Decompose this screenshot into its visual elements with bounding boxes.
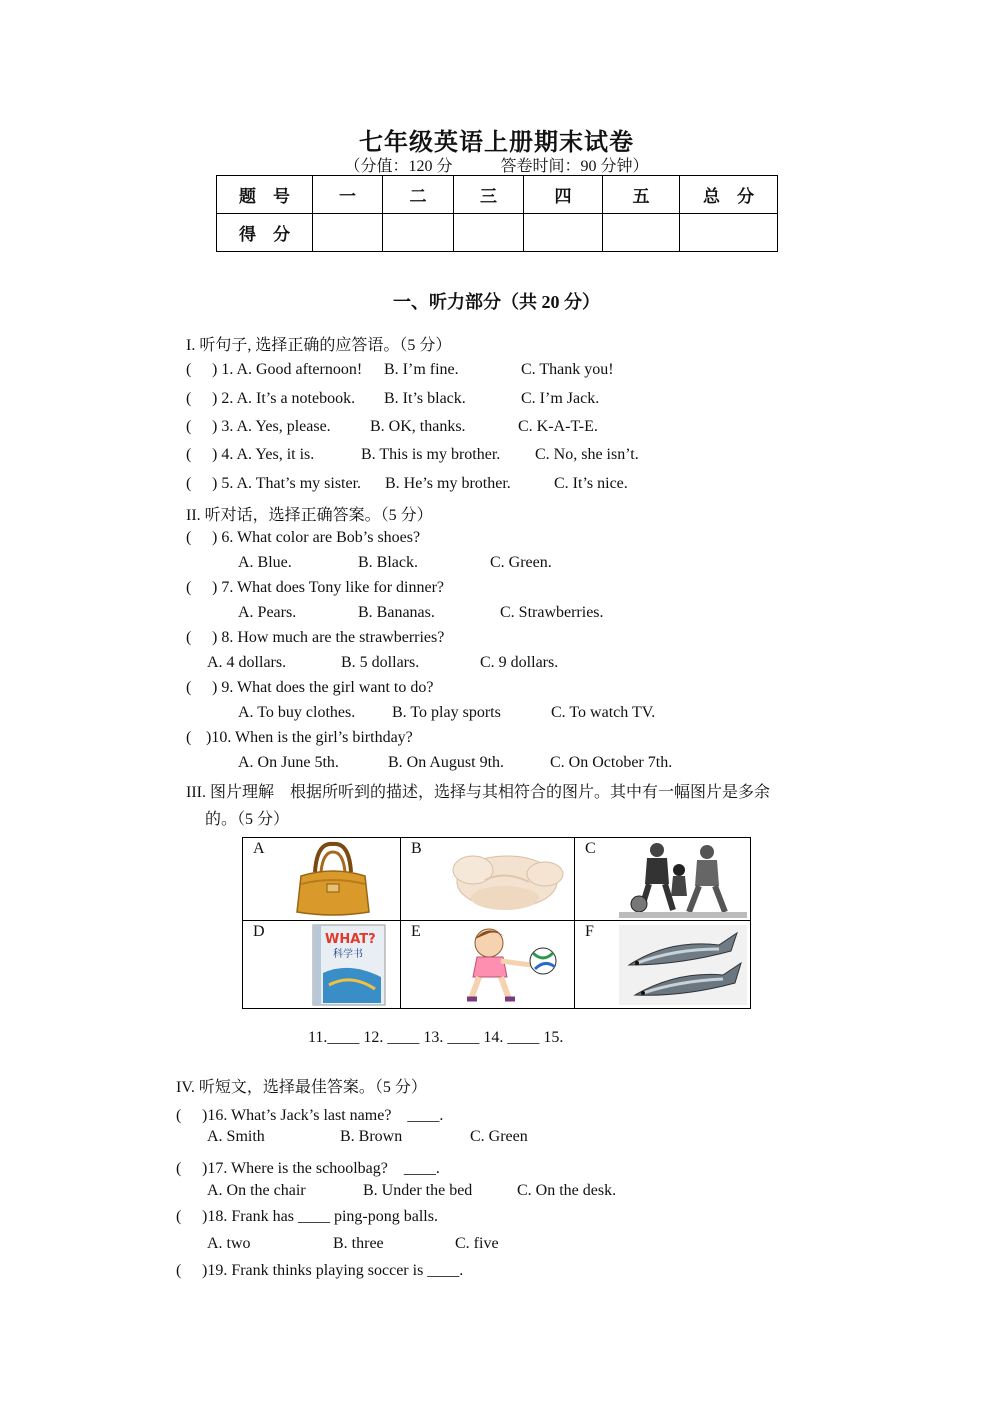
score-cell[interactable] [454,214,524,252]
option-b: B. Black. [358,554,418,571]
picture-table [242,837,751,1009]
option-c: C. I’m Jack. [521,390,600,407]
option-c: C. To watch TV. [551,704,656,721]
option-a: A. Blue. [238,554,292,571]
option-a: A. Smith [207,1128,265,1145]
part3-heading-cont: 的。（5 分） [205,811,290,828]
question-19: ( )19. Frank thinks playing soccer is ____. [176,1262,464,1279]
option-b: B. OK, thanks. [370,418,466,435]
picture-cell-a [243,838,401,921]
option-b: B. Bananas. [358,604,435,621]
science-book-picture [309,923,389,1007]
score-table [216,175,778,252]
option-b: B. To play sports [392,704,501,721]
question-4: ( ) 4. A. Yes, it is. [186,446,315,463]
question-1: ( ) 1. A. Good afternoon! [186,361,363,378]
question-7: ( ) 7. What does Tony like for dinner? [186,579,445,596]
option-c: C. It’s nice. [554,475,628,492]
option-b: B. He’s my brother. [385,475,511,492]
header-cell: 四 [524,176,603,214]
score-cell[interactable] [603,214,680,252]
option-a: A. two [207,1235,251,1252]
header-cell: 三 [454,176,524,214]
option-a: A. Pears. [238,604,297,621]
question-17: ( )17. Where is the schoolbag? ____. [176,1160,440,1177]
header-cell: 二 [383,176,454,214]
section1-title: 一、听力部分（共 20 分） [393,292,600,312]
picture-label: C [585,840,596,857]
row-label: 得 分 [217,214,313,252]
picture-label: F [585,923,594,940]
picture-cell-b [401,838,575,921]
handbag-picture [293,840,373,918]
question-16: ( )16. What’s Jack’s last name? ____. [176,1107,444,1124]
question-3: ( ) 3. A. Yes, please. [186,418,331,435]
question-6: ( ) 6. What color are Bob’s shoes? [186,529,421,546]
exam-title: 七年级英语上册期末试卷 [359,128,634,156]
option-c: C. Thank you! [521,361,614,378]
option-a: A. 4 dollars. [207,654,287,671]
part4-heading: IV. 听短文，选择最佳答案。（5 分） [176,1079,427,1096]
question-5: ( ) 5. A. That’s my sister. [186,475,362,492]
option-b: B. I’m fine. [384,361,459,378]
picture-label: D [253,923,265,940]
book-subtitle: 科学书 [333,949,363,960]
part1-heading: I. 听句子, 选择正确的应答语。（5 分） [186,337,452,354]
header-cell: 总 分 [680,176,778,214]
part2-heading: II. 听对话，选择正确答案。（5 分） [186,507,433,524]
option-c: C. On October 7th. [550,754,673,771]
option-a: A. On June 5th. [238,754,339,771]
picture-label: A [253,840,265,857]
score-cell[interactable] [680,214,778,252]
question-8: ( ) 8. How much are the strawberries? [186,629,445,646]
volleyball-girl-picture [453,923,563,1007]
score-table-header-row [217,176,778,214]
option-b: B. three [333,1235,384,1252]
option-a: A. On the chair [207,1182,306,1199]
question-2: ( ) 2. A. It’s a notebook. [186,390,356,407]
question-9: ( ) 9. What does the girl want to do? [186,679,434,696]
header-cell: 题 号 [217,176,313,214]
picture-label: E [411,923,421,940]
header-cell: 一 [313,176,383,214]
question-10: ( )10. When is the girl’s birthday? [186,729,413,746]
option-a: A. To buy clothes. [238,704,356,721]
basketball-players-picture [619,840,747,918]
option-c: C. No, she isn’t. [535,446,639,463]
option-b: B. This is my brother. [361,446,501,463]
part3-heading: III. 图片理解 根据所听到的描述，选择与其相符合的图片。其中有一幅图片是多余 [186,784,770,801]
picture-label: B [411,840,422,857]
option-b: B. On August 9th. [388,754,505,771]
book-title: WHAT? [325,932,376,947]
exam-time: 答卷时间：90 分钟） [500,158,649,175]
option-b: B. It’s black. [384,390,466,407]
score-cell[interactable] [524,214,603,252]
option-b: B. Under the bed [363,1182,473,1199]
option-c: C. Strawberries. [500,604,604,621]
question-18: ( )18. Frank has ____ ping-pong balls. [176,1208,438,1225]
header-cell: 五 [603,176,680,214]
option-c: C. On the desk. [517,1182,617,1199]
picture-cell-d [243,921,401,1009]
score-cell[interactable] [383,214,454,252]
fish-picture [619,925,747,1005]
option-c: C. K-A-T-E. [518,418,598,435]
option-c: C. 9 dollars. [480,654,559,671]
score-cell[interactable] [313,214,383,252]
option-c: C. Green. [490,554,552,571]
chicken-picture [445,840,571,916]
option-b: B. 5 dollars. [341,654,420,671]
score-table-score-row [217,214,778,252]
picture-cell-f [575,921,751,1009]
option-c: C. Green [470,1128,528,1145]
picture-answer-blanks[interactable]: 11.____ 12. ____ 13. ____ 14. ____ 15. [308,1029,564,1046]
option-c: C. five [455,1235,499,1252]
option-b: B. Brown [340,1128,403,1145]
picture-cell-e [401,921,575,1009]
score-total: （分值：120 分 [344,158,453,175]
picture-cell-c [575,838,751,921]
exam-subtitle [0,153,993,176]
